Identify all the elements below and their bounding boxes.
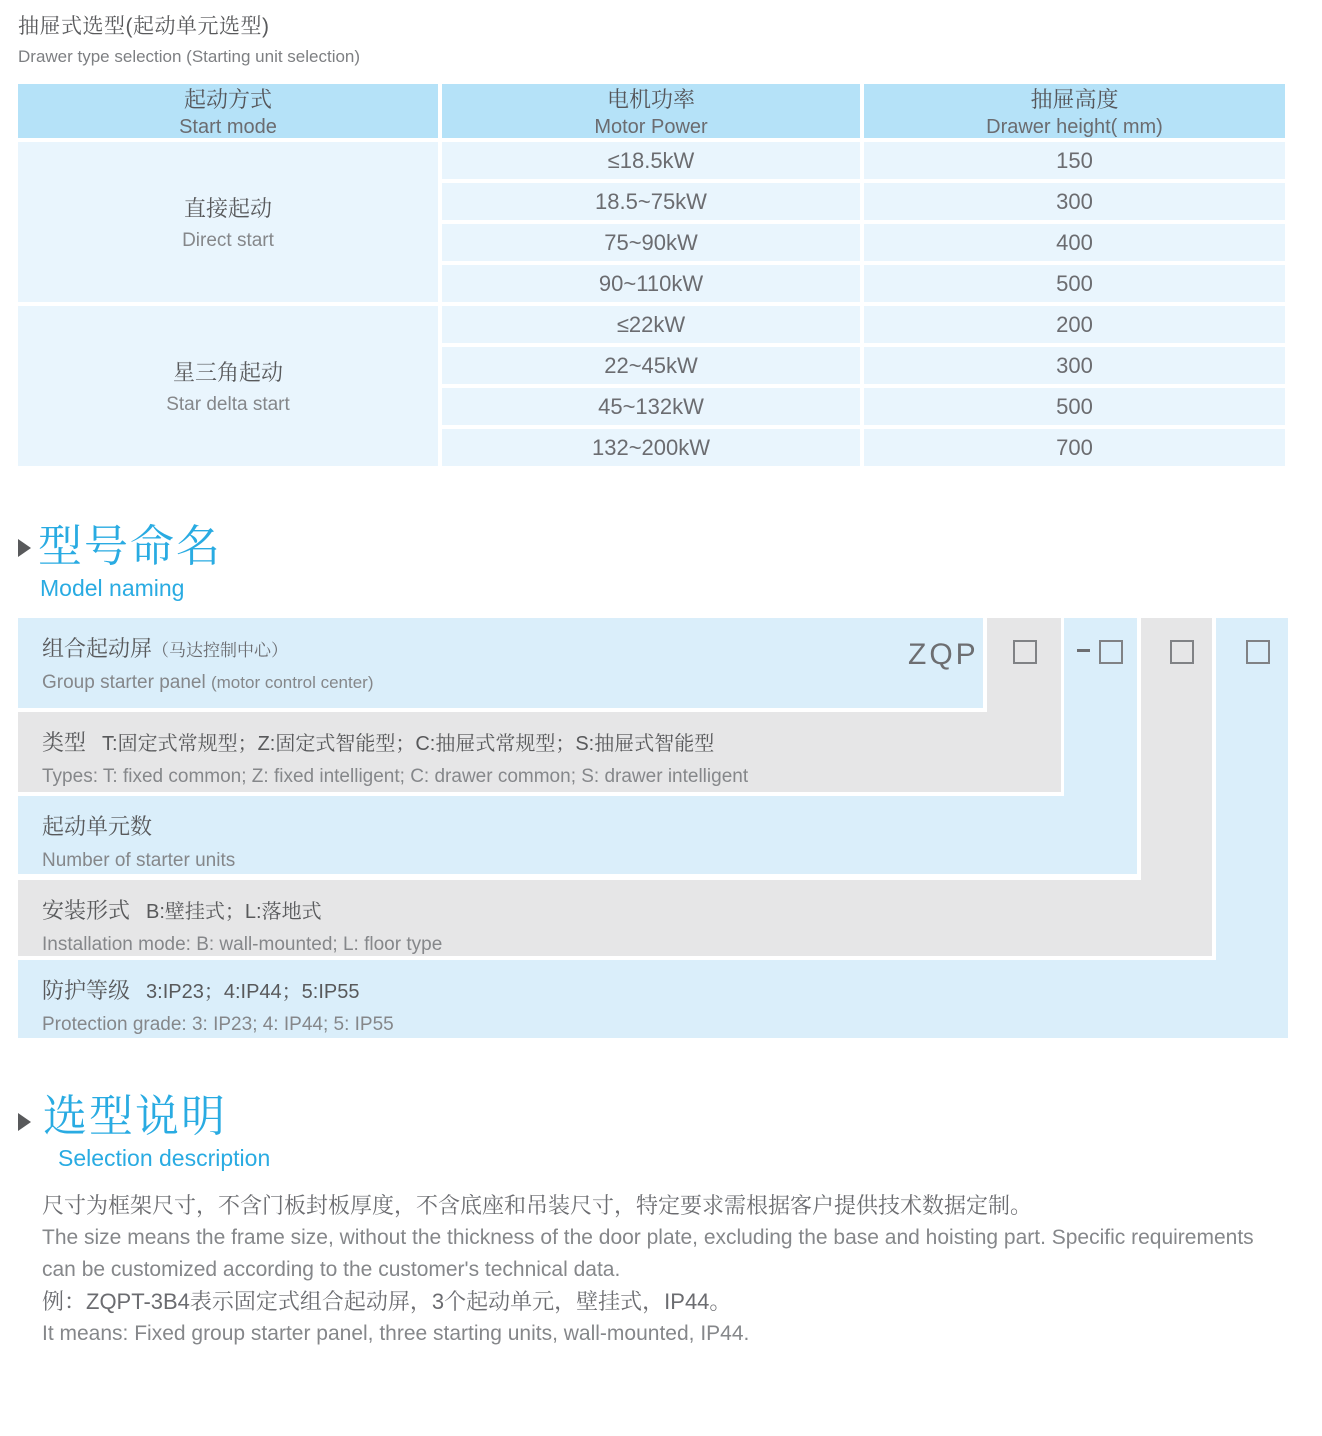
description-paragraph-en: The size means the frame size, without the thickness of the door plate, excluding the base and hoisting part. Specific requirements can be customized according to the customer's technical data.	[42, 1226, 1254, 1281]
diagram-row-type	[18, 712, 1061, 792]
diagram-row-group-starter-panel	[18, 618, 983, 708]
col-header-drawer-height-en: Drawer height( mm)	[986, 116, 1163, 138]
row-protection-en: Protection grade: 3: IP23; 4: IP44; 5: IP55	[42, 1014, 394, 1035]
height-value: 700	[1056, 434, 1093, 460]
page-title-zh: 抽屉式选型(起动单元选型)	[18, 15, 270, 38]
description-example-zh: 例：ZQPT-3B4表示固定式组合起动屏，3个起动单元，壁挂式，IP44。	[42, 1289, 732, 1314]
page-title	[18, 10, 360, 67]
code-box-type	[1013, 640, 1037, 664]
row-detail-zh: 3:IP23；4:IP44；5:IP55	[146, 981, 360, 1003]
height-value: 300	[1056, 188, 1093, 214]
diagram-row-starter-units	[18, 796, 1137, 874]
row-type-en: Types: T: fixed common; Z: fixed intelligent; C: drawer common; S: drawer intelligent	[42, 766, 749, 787]
power-value: 132~200kW	[591, 434, 711, 460]
row-type-zh	[42, 726, 1061, 757]
table-cell-height	[864, 388, 1285, 425]
row-label-zh: 安装形式	[42, 898, 131, 923]
col-header-motor-power-en: Motor Power	[594, 116, 708, 138]
mode-direct-start-en: Direct start	[182, 230, 274, 251]
row-starter-units-en: Number of starter units	[42, 850, 236, 871]
mode-star-delta-en: Star delta start	[166, 394, 290, 415]
row-label-zh: 组合起动屏	[42, 636, 153, 661]
section-arrow-icon	[18, 1113, 31, 1131]
table-cell-height	[864, 142, 1285, 179]
diagram-row-protection	[18, 960, 1288, 1038]
table-cell-power	[442, 347, 860, 384]
model-naming-heading-en: Model naming	[40, 575, 185, 601]
row-detail-zh: B:壁挂式；L:落地式	[146, 901, 322, 923]
table-cell-power	[442, 265, 860, 302]
row-installation-en: Installation mode: B: wall-mounted; L: floor type	[42, 934, 443, 955]
code-dash	[1077, 649, 1090, 652]
power-value: ≤22kW	[616, 311, 686, 337]
col-header-motor-power-zh: 电机功率	[606, 87, 695, 112]
power-value: 18.5~75kW	[595, 188, 707, 214]
description-paragraph-zh: 尺寸为框架尺寸，不含门板封板厚度，不含底座和吊装尺寸，特定要求需根据客户提供技术数据定制。	[42, 1193, 1033, 1218]
description-example-en: It means: Fixed group starter panel, three starting units, wall-mounted, IP44.	[42, 1322, 750, 1345]
table-cell-height	[864, 183, 1285, 220]
page-title-en: Drawer type selection (Starting unit selection)	[18, 47, 361, 66]
table-cell-height	[864, 347, 1285, 384]
row-installation-zh	[42, 894, 1212, 925]
col-header-drawer-height	[864, 84, 1285, 138]
power-value: 75~90kW	[604, 229, 698, 255]
row-starter-units-zh: 起动单元数	[42, 814, 153, 839]
code-box-units	[1099, 640, 1123, 664]
code-box-installation	[1170, 640, 1194, 664]
row-protection-zh	[42, 974, 1288, 1005]
mode-cell-star-delta	[18, 306, 438, 466]
col-header-motor-power	[442, 84, 860, 138]
power-value: 22~45kW	[604, 352, 698, 378]
code-box-protection	[1246, 640, 1270, 664]
height-value: 400	[1056, 229, 1093, 255]
power-value: ≤18.5kW	[607, 147, 695, 173]
col-header-drawer-height-zh: 抽屉高度	[1030, 87, 1119, 112]
col-header-start-mode-zh: 起动方式	[183, 87, 272, 112]
model-naming-heading-zh: 型号命名	[38, 522, 222, 571]
section-selection-description-heading	[18, 1092, 270, 1172]
row-group-starter-panel-en	[42, 672, 983, 694]
height-value: 500	[1056, 270, 1093, 296]
height-value: 500	[1056, 393, 1093, 419]
row-label-zh: 类型	[42, 730, 87, 755]
section-model-naming-heading	[18, 522, 222, 602]
power-value: 90~110kW	[598, 270, 704, 296]
selection-description-heading-zh: 选型说明	[43, 1092, 227, 1141]
table-cell-height	[864, 429, 1285, 466]
table-cell-power	[442, 183, 860, 220]
table-cell-height	[864, 306, 1285, 343]
mode-cell-direct-start	[18, 142, 438, 302]
row-label-en: Group starter panel	[42, 672, 211, 693]
selection-description-body	[42, 1190, 1284, 1350]
table-cell-height	[864, 224, 1285, 261]
table-cell-height	[864, 265, 1285, 302]
height-value: 300	[1056, 352, 1093, 378]
col-header-start-mode-en: Start mode	[179, 116, 277, 138]
height-value: 150	[1056, 147, 1093, 173]
row-note-zh: （马达控制中心）	[152, 641, 289, 660]
power-value: 45~132kW	[598, 393, 704, 419]
row-note-en: (motor control center)	[210, 673, 374, 692]
table-cell-power	[442, 429, 860, 466]
row-group-starter-panel-zh	[42, 632, 983, 663]
drawer-selection-table	[18, 84, 1285, 466]
table-cell-power	[442, 388, 860, 425]
diagram-row-installation	[18, 880, 1212, 956]
table-cell-power	[442, 306, 860, 343]
height-value: 200	[1056, 311, 1093, 337]
mode-star-delta-zh: 星三角起动	[172, 360, 283, 385]
row-label-zh: 防护等级	[42, 978, 131, 1003]
selection-description-heading-en: Selection description	[58, 1145, 271, 1171]
row-detail-zh: T:固定式常规型；Z:固定式智能型；C:抽屉式常规型；S:抽屉式智能型	[102, 733, 715, 755]
section-arrow-icon	[18, 539, 31, 557]
mode-direct-start-zh: 直接起动	[183, 196, 272, 221]
model-naming-diagram	[18, 618, 1288, 1038]
table-cell-power	[442, 142, 860, 179]
col-header-start-mode	[18, 84, 438, 138]
table-cell-power	[442, 224, 860, 261]
model-code-prefix: ZQP	[908, 638, 979, 671]
